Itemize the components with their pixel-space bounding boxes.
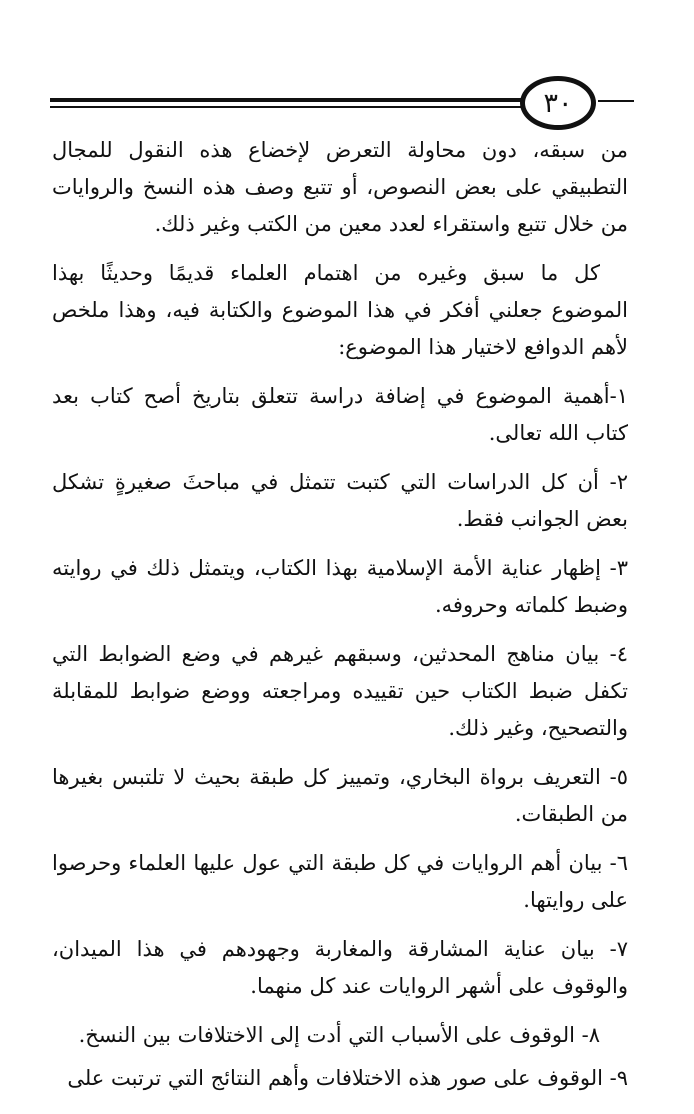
list-item-5: ٥- التعريف برواة البخاري، وتمييز كل طبقة بحيث لا تلتبس بغيرها من الطبقات. <box>52 765 628 826</box>
page-number-badge <box>520 76 596 130</box>
header-rule-tail <box>598 100 634 102</box>
list-item-3: ٣- إظهار عناية الأمة الإسلامية بهذا الكتاب، ويتمثل ذلك في روايته وضبط كلماته وحروفه. <box>52 556 628 617</box>
list-item-4: ٤- بيان مناهج المحدثين، وسبقهم غيرهم في وضع الضوابط التي تكفل ضبط الكتاب حين تقييده ومراجعته ووضع ضوابط للمقابلة والتصحيح، وغير ذلك. <box>52 642 628 740</box>
list-item-9: ٩- الوقوف على صور هذه الاختلافات وأهم النتائج التي ترتبت على <box>67 1066 628 1090</box>
paragraph-motivation: كل ما سبق وغيره من اهتمام العلماء قديمًا وحديثًا بهذا الموضوع جعلني أفكر في هذا الموضوع والكتابة فيه، وهذا ملخص لأهم الدوافع لاختيار هذا الموضوع: <box>52 261 628 359</box>
page-number: ٣٠ <box>543 87 573 119</box>
header-rule-thin <box>50 106 524 108</box>
paragraph-intro-continuation: من سبقه، دون محاولة التعرض لإخضاع هذه النقول للمجال التطبيقي على بعض النصوص، أو تتبع وصف هذه النسخ والروايات من خلال تتبع واستقراء لعدد معين من الكتب وغير ذلك. <box>52 138 628 236</box>
page-header <box>50 72 634 136</box>
list-item-6: ٦- بيان أهم الروايات في كل طبقة التي عول عليها العلماء وحرصوا على روايتها. <box>52 851 628 912</box>
list-item-1: ١-أهمية الموضوع في إضافة دراسة تتعلق بتاريخ أصح كتاب بعد كتاب الله تعالى. <box>52 384 628 445</box>
header-rule-thick <box>50 98 524 102</box>
page-body <box>52 132 628 1109</box>
list-item-2: ٢- أن كل الدراسات التي كتبت تتمثل في مباحثَ صغيرةٍ تشكل بعض الجوانب فقط. <box>52 470 628 531</box>
list-item-7: ٧- بيان عناية المشارقة والمغاربة وجهودهم في هذا الميدان، والوقوف على أشهر الروايات عند كل منهما. <box>52 937 628 998</box>
list-item-8: ٨- الوقوف على الأسباب التي أدت إلى الاختلافات بين النسخ. <box>78 1023 600 1047</box>
